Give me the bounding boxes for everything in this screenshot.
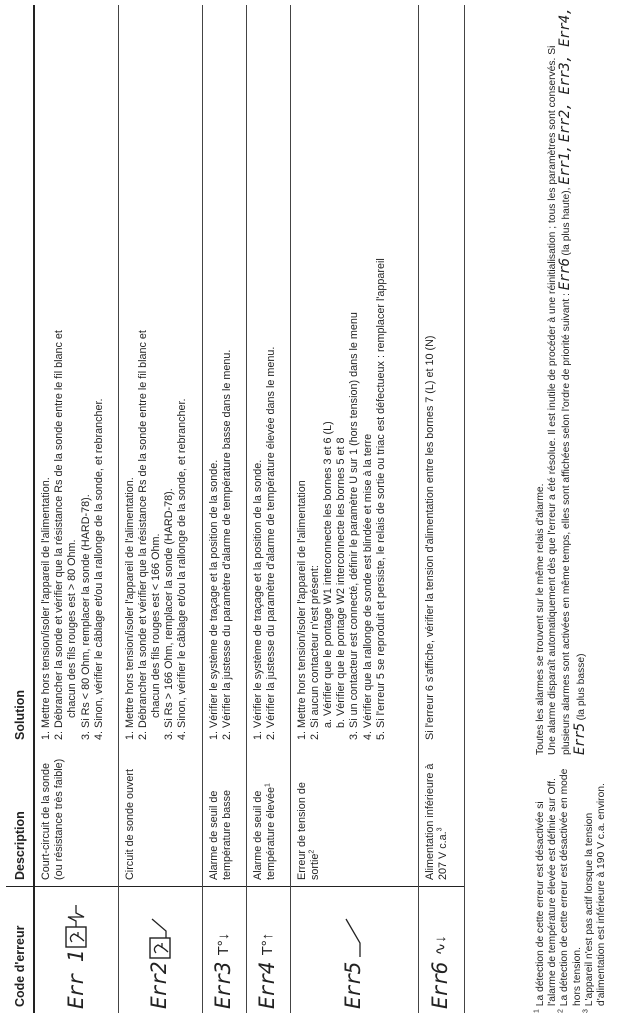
solution-cell: 1. Mettre hors tension/isoler l'appareil de l'alimentation. 2. Débrancher la sonde et vérifier que la résistance Rs de la sonde entre le fil blanc et chacun des fils rouges est > 80 Ohm. 3. Si Rs < 80 Ohm, remplacer la sonde (HARD-78). 4. Sinon, vérifier le câblage et/ou la rallonge de la sonde, et rebrancher. xyxy=(34,5,118,746)
header-solution: Solution xyxy=(6,5,34,746)
error-code: Err2 xyxy=(147,962,172,1009)
footnote: $^1$ La détection de cette erreur est désactivée si l'alarme de température élevée est définie sur Off. xyxy=(533,778,559,1013)
description-cell: Alarme de seuil de température élevée$^1$ xyxy=(246,746,290,887)
temperature-down-icon: T°↓ xyxy=(215,932,233,956)
description-cell: Alarme de seuil de température basse xyxy=(202,746,246,887)
header-code: Code d'erreur xyxy=(6,887,34,1014)
error-code: Err3 xyxy=(211,962,236,1009)
table-row xyxy=(202,5,246,1013)
error-code: Err6 xyxy=(428,962,453,1009)
error-code: Err4 xyxy=(255,962,280,1009)
table-row xyxy=(290,5,418,1013)
solution-cell: Si l'erreur 6 s'affiche, vérifier la tension d'alimentation entre les bornes 7 (L) et 10 (N) xyxy=(418,5,464,746)
table-row xyxy=(34,5,118,1013)
error-code-table xyxy=(6,5,465,1013)
description-cell: Circuit de sonde ouvert xyxy=(118,746,202,887)
supply-voltage-down-icon: ∿↓ xyxy=(432,935,450,956)
temperature-up-icon: T°↑ xyxy=(259,932,277,956)
output-voltage-icon xyxy=(342,911,366,959)
table-row xyxy=(418,5,464,1013)
solution-cell: 1. Mettre hors tension/isoler l'appareil de l'alimentation. 2. Débrancher la sonde et vérifier que la résistance Rs de la sonde entre le fil blanc et chacun des fils rouges est < 166 Ohm. 3. Si Rs > 166 Ohm, remplacer la sonde (HARD-78). 4. Sinon, vérifier le câblage et/ou la rallonge de la sonde, et rebrancher. xyxy=(118,5,202,746)
note-paragraph: Une alarme disparaît automatiquement dès que l'erreur a été résolue. Il est inutile de procéder à une réinitialisation ; tous les paramètres sont conservés. Si plusieurs alarmes sont activées en même temps, elles sont affichées selon l'ordre de priorité suivant : Err6 (la plus haute), Err1, Err2, Err3, Err4, Err5 (la plus basse) xyxy=(547,7,588,755)
description-cell: Court-circuit de la sonde (ou résistance très faible) xyxy=(34,746,118,887)
solution-cell: 1. Mettre hors tension/isoler l'appareil de l'alimentation 2. Si aucun contacteur n'est présent: a. Vérifier que le pontage W1 interconnecte les bornes 3 et 6 (L) b. Vérifier que le pontage W2 interconnecte les bornes 5 et 8 3. Si un contacteur est connecté, définir le paramètre U sur 1 (hors tension) dans le menu 4. Vérifier que la rallonge de sonde est blindée et mise à la terre 5. Si l'erreur 5 se reproduit et persiste, le relais de sortie ou triac est défectueux : remplacer l'appareil xyxy=(290,5,418,746)
probe-short-circuit-icon xyxy=(64,904,88,948)
error-code: Err5 xyxy=(341,962,366,1009)
error-code: Err 1 xyxy=(63,950,88,1009)
table-row xyxy=(118,5,202,1013)
table-header-row xyxy=(6,5,34,1013)
description-cell: Alimentation inférieure à 207 V c.a.$^3$ xyxy=(418,746,464,887)
footnote: $^2$ La détection de cette erreur est désactivée en mode hors tension. xyxy=(557,768,583,1013)
alarm-notes xyxy=(535,5,588,755)
description-cell: Erreur de tension de sortie$^2$ xyxy=(290,746,418,887)
footnotes xyxy=(535,763,608,1013)
probe-open-circuit-icon xyxy=(148,915,172,959)
footnote: $^3$ L'appareil n'est pas actif lorsque la tension d'alimentation est inférieure à 190 V c.a. environ. xyxy=(582,783,608,1013)
table-row xyxy=(246,5,290,1013)
note-line: Toutes les alarmes se trouvent sur le même relais d'alarme. xyxy=(535,483,546,755)
header-description: Description xyxy=(6,746,34,887)
solution-cell: 1. Vérifier le système de traçage et la position de la sonde. 2. Vérifier la justesse du paramètre d'alarme de température basse dans le menu. xyxy=(202,5,246,746)
solution-cell: 1. Vérifier le système de traçage et la position de la sonde. 2. Vérifier la justesse du paramètre d'alarme de température élevée dans le menu. xyxy=(246,5,290,746)
